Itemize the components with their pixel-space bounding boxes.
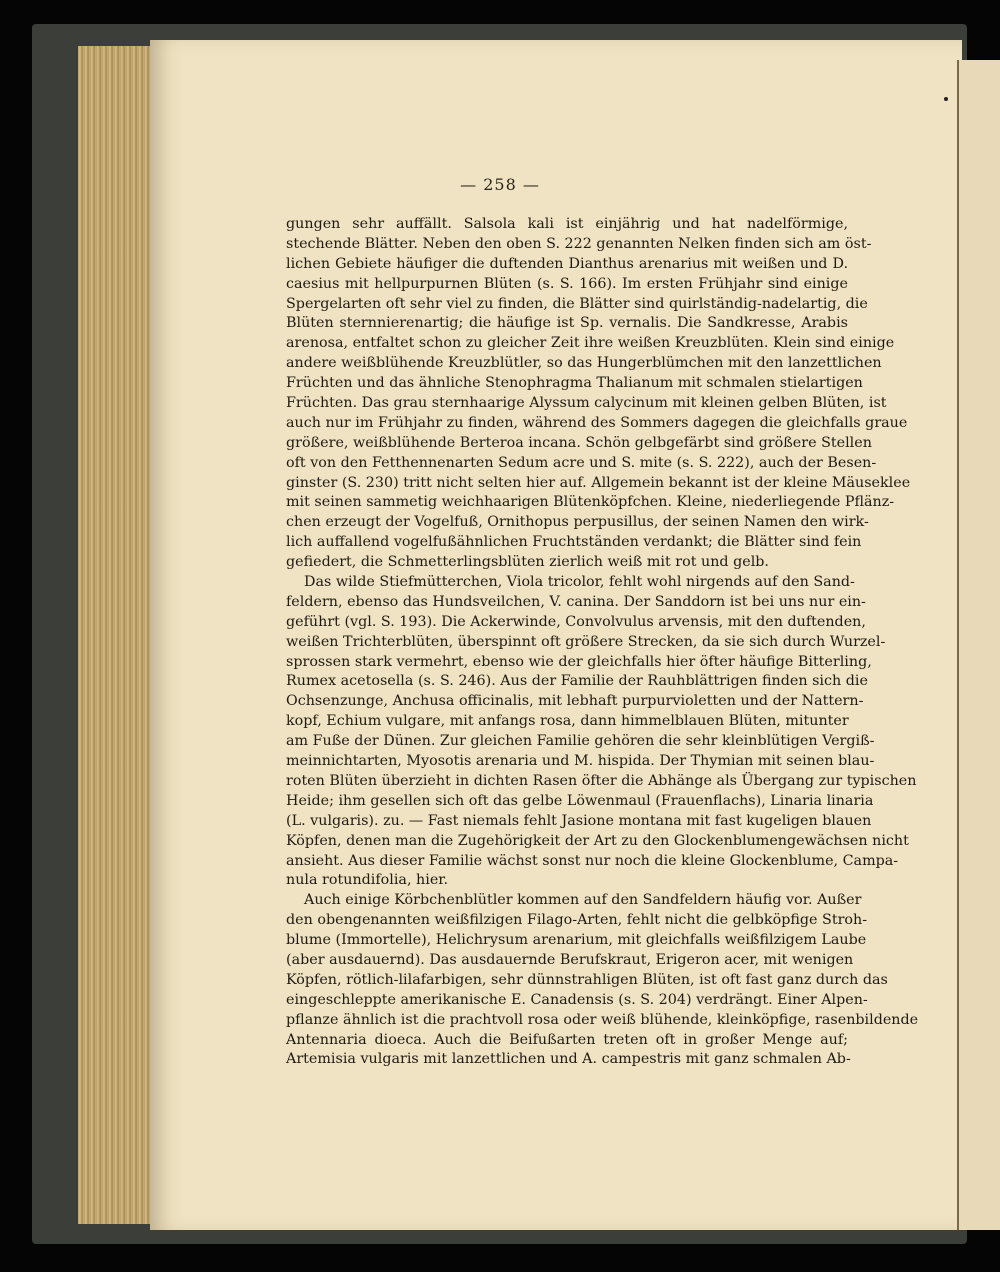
text-line: Früchten. Das grau sternhaarige Alyssum calycinum mit kleinen gelben Blüten, ist	[286, 395, 887, 412]
text-line: ansieht. Aus dieser Familie wächst sonst nur noch die kleine Glockenblume, Campa-	[286, 852, 899, 869]
text-line: stechende Blätter. Neben den oben S. 222 genannten Nelken finden sich am öst-	[286, 235, 872, 252]
text-line: gungen sehr auffällt. Salsola kali ist einjährig und hat nadelförmige,	[286, 216, 848, 232]
text-line: nula rotundifolia, hier.	[286, 872, 449, 889]
text-line: Das wilde Stiefmütterchen, Viola tricolor, fehlt wohl nirgends auf den Sand-	[304, 574, 855, 591]
text-line: Blüten sternnierenartig; die häufige ist Sp. vernalis. Die Sandkresse, Arabis	[286, 315, 848, 332]
text-line: Früchten und das ähnliche Stenophragma Thalianum mit schmalen stielartigen	[286, 375, 863, 392]
page-number: — 258 —	[460, 175, 540, 194]
text-line: weißen Trichterblüten, überspinnt oft größere Strecken, da sie sich durch Wurzel-	[286, 633, 886, 650]
text-line: chen erzeugt der Vogelfuß, Ornithopus perpusillus, der seinen Namen den wirk-	[286, 514, 869, 531]
text-line: oft von den Fetthennenarten Sedum acre und S. mite (s. S. 222), auch der Besen-	[286, 454, 877, 471]
text-line: lichen Gebiete häufiger die duftenden Dianthus arenarius mit weißen und D.	[286, 255, 848, 272]
text-line: Auch einige Körbchenblütler kommen auf den Sandfeldern häufig vor. Außer	[304, 892, 862, 909]
text-line: Spergelarten oft sehr viel zu finden, die Blätter sind quirlständig-nadelartig, die	[286, 295, 868, 312]
text-line: lich auffallend vogelfußähnlichen Fruchtständen verdankt; die Blätter sind fein	[286, 534, 862, 551]
text-line: größere, weißblühende Berteroa incana. Schön gelbgefärbt sind größere Stellen	[286, 434, 872, 451]
text-line: blume (Immortelle), Helichrysum arenarium, mit gleichfalls weißfilzigem Laube	[286, 932, 867, 949]
text-line: (aber ausdauernd). Das ausdauernde Berufskraut, Erigeron acer, mit wenigen	[286, 951, 854, 968]
text-line: feldern, ebenso das Hundsveilchen, V. canina. Der Sanddorn ist bei uns nur ein-	[286, 593, 866, 610]
text-line: auch nur im Frühjahr zu finden, während des Sommers dagegen die gleichfalls graue	[286, 414, 908, 431]
text-line: andere weißblühende Kreuzblütler, so das Hungerblümchen mit den lanzettlichen	[286, 355, 882, 372]
text-line: Rumex acetosella (s. S. 246). Aus der Familie der Rauhblättrigen finden sich die	[286, 673, 868, 690]
text-line: Köpfen, denen man die Zugehörigkeit der Art zu den Glockenblumengewächsen nicht	[286, 832, 909, 849]
text-line: pflanze ähnlich ist die prachtvoll rosa oder weiß blühende, kleinköpfige, rasenbildende	[286, 1011, 919, 1028]
next-page-edge	[957, 60, 1000, 1230]
text-line: gefiedert, die Schmetterlingsblüten zierlich weiß mit rot und gelb.	[286, 554, 769, 571]
text-line: Ochsenzunge, Anchusa officinalis, mit lebhaft purpurvioletten und der Nattern-	[286, 693, 864, 710]
text-line: eingeschleppte amerikanische E. Canadensis (s. S. 204) verdrängt. Einer Alpen-	[286, 991, 868, 1008]
text-line: ginster (S. 230) tritt nicht selten hier auf. Allgemein bekannt ist der kleine Mäuseklee	[286, 474, 911, 491]
text-line: kopf, Echium vulgare, mit anfangs rosa, dann himmelblauen Blüten, mitunter	[286, 713, 849, 730]
text-line: Heide; ihm gesellen sich oft das gelbe Löwenmaul (Frauenflachs), Linaria linaria	[286, 792, 874, 809]
body-text	[286, 215, 919, 1070]
text-line: geführt (vgl. S. 193). Die Ackerwinde, Convolvulus arvensis, mit den duftenden,	[286, 613, 866, 630]
text-line: Antennaria dioeca. Auch die Beifußarten treten oft in großer Menge auf;	[286, 1031, 848, 1048]
text-line: mit seinen sammetig weichhaarigen Blütenköpfchen. Kleine, niederliegende Pflänz-	[286, 494, 895, 511]
text-line: (L. vulgaris). zu. — Fast niemals fehlt Jasione montana mit fast kugeligen blauen	[286, 812, 872, 829]
text-line: roten Blüten überzieht in dichten Rasen öfter die Abhänge als Übergang zur typischen	[286, 772, 917, 789]
text-line: den obengenannten weißfilzigen Filago-Arten, fehlt nicht die gelbköpfige Stroh-	[286, 912, 868, 929]
text-line: caesius mit hellpurpurnen Blüten (s. S. 166). Im ersten Frühjahr sind einige	[286, 275, 848, 292]
spine-mark	[944, 97, 948, 101]
text-line: am Fuße der Dünen. Zur gleichen Familie gehören die sehr kleinblütigen Vergiß-	[286, 733, 875, 750]
text-line: sprossen stark vermehrt, ebenso wie der gleichfalls hier öfter häufige Bitterling,	[286, 653, 872, 670]
text-line: meinnichtarten, Myosotis arenaria und M. hispida. Der Thymian mit seinen blau-	[286, 753, 875, 770]
text-line: Artemisia vulgaris mit lanzettlichen und A. campestris mit ganz schmalen Ab-	[286, 1051, 851, 1068]
text-line: Köpfen, rötlich-lilafarbigen, sehr dünnstrahligen Blüten, ist oft fast ganz durch das	[286, 971, 888, 988]
text-line: arenosa, entfaltet schon zu gleicher Zeit ihre weißen Kreuzblüten. Klein sind einige	[286, 335, 895, 352]
